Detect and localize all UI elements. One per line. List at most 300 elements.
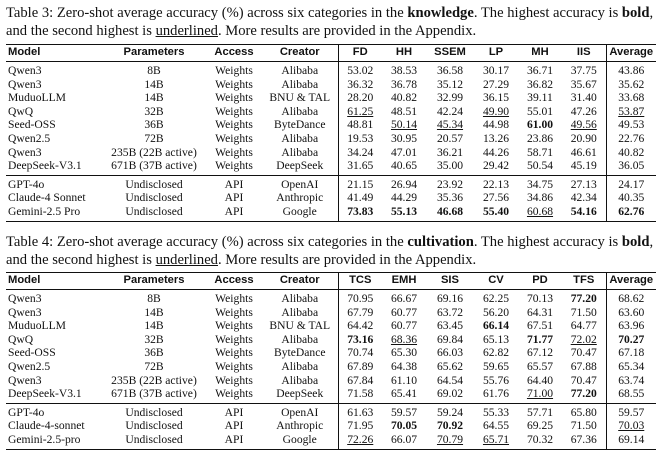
score-value: 62.76 <box>618 204 645 218</box>
score-cell <box>518 290 562 306</box>
score-cell <box>426 91 474 105</box>
table4-header-pd: PD <box>518 273 562 290</box>
table3-caption-prefix: Table 3: Zero-shot average accuracy (%) across six categories in the <box>6 5 408 21</box>
creator: Alibaba <box>262 306 338 320</box>
table3-header-creator: Creator <box>262 45 338 62</box>
model-name: MuduoLLM <box>8 319 66 333</box>
score-value: 67.36 <box>570 432 597 446</box>
parameters: 671B (37B active) <box>111 387 197 401</box>
table3-caption-suffix: . More results are provided in the Appendix. <box>217 23 477 40</box>
table-row <box>6 360 656 374</box>
table-row <box>6 205 656 221</box>
model-name: Claude-4 Sonnet <box>8 191 86 205</box>
score-cell <box>338 105 382 119</box>
score-cell <box>518 159 562 175</box>
score-value: 33.68 <box>618 91 645 105</box>
parameters: Undisclosed <box>125 191 183 205</box>
score-cell <box>338 346 382 360</box>
table4-header-cv: CV <box>474 273 518 290</box>
score-cell <box>474 132 518 146</box>
score-value: 65.62 <box>436 359 464 373</box>
table4 <box>6 272 656 450</box>
table4-caption-suffix: . More results are provided in the Appendix. <box>217 252 477 269</box>
creator: Alibaba <box>262 146 338 160</box>
table-row <box>6 62 656 78</box>
score-value: 63.74 <box>618 373 645 387</box>
score-value: 55.76 <box>482 373 510 387</box>
score-value: 64.55 <box>482 419 510 433</box>
score-cell <box>382 205 426 221</box>
parameters: 72B <box>144 359 164 373</box>
model-name: DeepSeek-V3.1 <box>8 159 82 173</box>
score-cell <box>606 159 656 175</box>
score-cell <box>606 118 656 132</box>
table3-header-lp: LP <box>474 45 518 62</box>
table-row <box>6 346 656 360</box>
score-cell <box>474 62 518 78</box>
creator: Anthropic <box>262 419 338 433</box>
score-value: 37.75 <box>570 64 597 77</box>
score-value: 27.29 <box>482 77 510 91</box>
score-cell <box>382 146 426 160</box>
score-value: 67.84 <box>347 373 374 387</box>
score-value: 61.10 <box>390 373 418 387</box>
score-cell <box>426 159 474 175</box>
score-cell <box>338 419 382 433</box>
score-cell <box>426 62 474 78</box>
score-cell <box>338 118 382 132</box>
score-cell <box>426 419 474 433</box>
score-value: 20.90 <box>570 131 597 145</box>
model-name: QwQ <box>8 332 34 346</box>
score-value: 63.60 <box>618 305 645 319</box>
score-value: 44.98 <box>482 118 510 132</box>
table4-caption-mid1: . The highest accuracy is <box>473 234 622 250</box>
score-value: 61.25 <box>347 104 374 118</box>
score-value: 65.13 <box>482 332 510 346</box>
score-cell <box>474 387 518 403</box>
score-value: 68.36 <box>390 332 418 346</box>
score-value: 36.05 <box>618 159 645 173</box>
score-cell <box>382 319 426 333</box>
score-cell <box>518 191 562 205</box>
score-cell <box>474 360 518 374</box>
score-value: 40.65 <box>390 159 418 173</box>
score-cell <box>382 62 426 78</box>
score-value: 72.02 <box>570 332 597 346</box>
score-cell <box>474 419 518 433</box>
score-value: 65.34 <box>618 359 645 373</box>
score-cell <box>606 290 656 306</box>
score-cell <box>562 191 606 205</box>
score-value: 23.86 <box>526 131 554 145</box>
score-value: 55.33 <box>482 405 510 419</box>
model-name: QwQ <box>8 104 34 118</box>
score-value: 54.16 <box>570 204 597 218</box>
score-value: 67.79 <box>347 305 374 319</box>
score-cell <box>562 118 606 132</box>
score-cell <box>562 132 606 146</box>
score-cell <box>426 78 474 92</box>
creator: Anthropic <box>262 191 338 205</box>
creator: BNU & TAL <box>262 319 338 333</box>
table4-caption-underline-word: underlined <box>155 252 218 269</box>
creator: OpenAI <box>262 175 338 191</box>
score-cell <box>338 78 382 92</box>
score-value: 40.82 <box>618 145 645 159</box>
score-value: 69.14 <box>618 432 645 446</box>
score-cell <box>426 146 474 160</box>
score-value: 27.13 <box>570 177 597 191</box>
table-row <box>6 175 656 191</box>
table4-header-parameters: Parameters <box>102 273 206 290</box>
parameters: 32B <box>144 104 164 118</box>
parameters: Undisclosed <box>102 433 206 449</box>
score-cell <box>474 146 518 160</box>
table-row <box>6 387 656 403</box>
table-row <box>6 159 656 175</box>
score-cell <box>562 346 606 360</box>
score-cell <box>338 374 382 388</box>
score-cell <box>606 333 656 347</box>
score-value: 28.20 <box>347 91 374 105</box>
score-cell <box>338 387 382 403</box>
score-cell <box>518 419 562 433</box>
table3-header-access: Access <box>206 45 262 62</box>
score-cell <box>518 132 562 146</box>
score-value: 65.57 <box>526 359 554 373</box>
score-value: 35.12 <box>436 77 464 91</box>
model-name: DeepSeek-V3.1 <box>8 387 82 401</box>
score-cell <box>382 159 426 175</box>
table3-caption-mid2: , and the second highest is <box>6 5 654 40</box>
creator: Google <box>262 205 338 221</box>
score-cell <box>426 205 474 221</box>
model-name: Qwen2.5 <box>8 359 51 373</box>
score-value: 36.71 <box>526 64 554 77</box>
score-cell <box>338 159 382 175</box>
score-cell <box>474 159 518 175</box>
model-name: Qwen3 <box>8 305 42 319</box>
score-cell <box>382 360 426 374</box>
model-name: Claude-4-sonnet <box>8 419 85 433</box>
table-row <box>6 374 656 388</box>
score-value: 41.49 <box>347 191 374 205</box>
score-value: 69.16 <box>436 292 464 305</box>
score-value: 70.13 <box>526 292 554 305</box>
score-value: 70.79 <box>436 432 464 446</box>
score-cell <box>474 78 518 92</box>
score-value: 40.35 <box>618 191 645 205</box>
score-value: 43.86 <box>618 64 645 77</box>
score-cell <box>518 319 562 333</box>
access: API <box>224 191 244 205</box>
score-cell <box>338 205 382 221</box>
score-cell <box>562 387 606 403</box>
access: Weights <box>206 62 262 78</box>
score-cell <box>474 306 518 320</box>
score-value: 70.03 <box>618 419 645 433</box>
score-value: 67.89 <box>347 359 374 373</box>
score-value: 77.20 <box>570 292 597 305</box>
score-cell <box>474 105 518 119</box>
creator: DeepSeek <box>262 159 338 175</box>
score-cell <box>426 319 474 333</box>
score-value: 69.84 <box>436 332 464 346</box>
access: Weights <box>215 91 253 105</box>
table-row <box>6 306 656 320</box>
score-cell <box>426 374 474 388</box>
score-value: 49.53 <box>618 118 645 132</box>
score-value: 23.92 <box>436 177 464 191</box>
creator: ByteDance <box>262 118 338 132</box>
table3 <box>6 44 656 222</box>
score-cell <box>518 433 562 449</box>
score-cell <box>562 290 606 306</box>
access: Weights <box>215 131 253 145</box>
table4-header-creator: Creator <box>262 273 338 290</box>
score-value: 70.95 <box>347 292 374 305</box>
score-value: 63.45 <box>436 319 464 333</box>
model-name: Gemini-2.5-pro <box>6 433 102 449</box>
score-value: 22.13 <box>482 177 510 191</box>
parameters: 14B <box>144 77 164 91</box>
score-cell <box>474 403 518 419</box>
model-name: MuduoLLM <box>8 91 66 105</box>
score-value: 40.82 <box>390 91 418 105</box>
model-name: Seed-OSS <box>8 346 56 360</box>
score-cell <box>518 333 562 347</box>
access: Weights <box>215 319 253 333</box>
score-value: 70.27 <box>618 332 645 346</box>
score-value: 26.94 <box>390 177 418 191</box>
table4-caption-prefix: Table 4: Zero-shot average accuracy (%) across six categories in the <box>6 234 408 250</box>
score-cell <box>382 306 426 320</box>
access: Weights <box>215 145 253 159</box>
score-cell <box>338 191 382 205</box>
score-value: 20.57 <box>436 131 464 145</box>
score-value: 48.81 <box>347 118 374 132</box>
score-value: 66.03 <box>436 346 464 360</box>
score-cell <box>426 105 474 119</box>
score-cell <box>562 403 606 419</box>
score-cell <box>562 105 606 119</box>
table3-header-average: Average <box>606 45 656 62</box>
score-cell <box>338 146 382 160</box>
score-value: 38.53 <box>390 64 418 77</box>
score-value: 59.24 <box>436 405 464 419</box>
score-cell <box>606 319 656 333</box>
score-value: 68.62 <box>618 292 645 305</box>
score-value: 24.17 <box>618 177 645 191</box>
score-cell <box>338 433 382 449</box>
table3-header-ssem: SSEM <box>426 45 474 62</box>
score-value: 29.42 <box>482 159 510 173</box>
score-cell <box>338 403 382 419</box>
score-value: 64.54 <box>436 373 464 387</box>
parameters: 72B <box>144 131 164 145</box>
score-cell <box>382 333 426 347</box>
score-value: 19.53 <box>347 131 374 145</box>
score-cell <box>338 62 382 78</box>
score-cell <box>518 403 562 419</box>
score-value: 55.01 <box>526 104 554 118</box>
score-cell <box>518 205 562 221</box>
score-value: 31.65 <box>347 159 374 173</box>
score-cell <box>382 132 426 146</box>
score-value: 71.50 <box>570 419 597 433</box>
score-cell <box>606 205 656 221</box>
parameters: 14B <box>144 305 164 319</box>
parameters: 14B <box>144 319 164 333</box>
access: Weights <box>206 290 262 306</box>
score-cell <box>382 419 426 433</box>
score-value: 34.75 <box>526 177 554 191</box>
score-cell <box>382 105 426 119</box>
score-value: 66.07 <box>390 432 418 446</box>
table4-caption-mid2: , and the second highest is <box>6 234 654 269</box>
score-value: 64.38 <box>390 359 418 373</box>
score-value: 59.57 <box>618 405 645 419</box>
model-name: Qwen3 <box>8 373 42 387</box>
parameters: Undisclosed <box>102 205 206 221</box>
score-cell <box>382 191 426 205</box>
parameters: 8B <box>102 62 206 78</box>
score-cell <box>606 91 656 105</box>
score-cell <box>474 346 518 360</box>
table3-header-parameters: Parameters <box>102 45 206 62</box>
score-value: 36.32 <box>347 77 374 91</box>
model-name: Qwen2.5 <box>8 131 51 145</box>
score-cell <box>606 387 656 403</box>
score-value: 47.01 <box>390 145 418 159</box>
score-value: 21.15 <box>347 177 374 191</box>
access: API <box>224 419 244 433</box>
table3-header-row <box>6 45 656 62</box>
score-value: 36.78 <box>390 77 418 91</box>
score-cell <box>518 306 562 320</box>
score-value: 36.58 <box>436 64 464 77</box>
score-value: 63.72 <box>436 305 464 319</box>
parameters: 8B <box>102 290 206 306</box>
score-cell <box>474 118 518 132</box>
score-value: 45.34 <box>436 118 464 132</box>
score-value: 77.20 <box>570 387 597 401</box>
parameters: Undisclosed <box>125 419 183 433</box>
score-value: 59.57 <box>390 405 418 419</box>
score-cell <box>518 91 562 105</box>
score-cell <box>382 403 426 419</box>
score-cell <box>474 290 518 306</box>
access: API <box>206 403 262 419</box>
score-value: 66.67 <box>390 292 418 305</box>
access: Weights <box>215 159 253 173</box>
table-row <box>6 132 656 146</box>
score-cell <box>606 346 656 360</box>
score-value: 49.90 <box>482 104 510 118</box>
score-value: 62.82 <box>482 346 510 360</box>
score-cell <box>426 433 474 449</box>
score-cell <box>338 91 382 105</box>
score-cell <box>426 360 474 374</box>
score-value: 67.88 <box>570 359 597 373</box>
table-row <box>6 319 656 333</box>
score-cell <box>426 403 474 419</box>
score-cell <box>562 146 606 160</box>
score-value: 65.30 <box>390 346 418 360</box>
score-cell <box>562 175 606 191</box>
table-row <box>6 118 656 132</box>
score-cell <box>606 403 656 419</box>
score-cell <box>474 374 518 388</box>
table4-caption-keyword: cultivation <box>407 234 474 250</box>
score-value: 42.24 <box>436 104 464 118</box>
score-cell <box>338 290 382 306</box>
score-value: 63.96 <box>618 319 645 333</box>
score-value: 70.05 <box>390 419 418 433</box>
parameters: Undisclosed <box>102 403 206 419</box>
score-value: 34.86 <box>526 191 554 205</box>
score-value: 57.71 <box>526 405 554 419</box>
score-value: 46.61 <box>570 145 597 159</box>
score-cell <box>474 319 518 333</box>
score-value: 61.00 <box>526 118 554 132</box>
score-cell <box>562 360 606 374</box>
score-cell <box>518 78 562 92</box>
score-cell <box>338 132 382 146</box>
score-value: 64.42 <box>347 319 374 333</box>
score-cell <box>606 175 656 191</box>
score-cell <box>562 419 606 433</box>
creator: Alibaba <box>262 360 338 374</box>
score-value: 62.25 <box>482 292 510 305</box>
table4-header-sis: SIS <box>426 273 474 290</box>
score-cell <box>382 78 426 92</box>
model-name: Qwen3 <box>8 77 42 91</box>
score-value: 65.80 <box>570 405 597 419</box>
score-cell <box>474 433 518 449</box>
score-value: 70.92 <box>436 419 464 433</box>
score-cell <box>562 433 606 449</box>
score-cell <box>382 290 426 306</box>
score-cell <box>426 118 474 132</box>
score-value: 13.26 <box>482 131 510 145</box>
creator: Alibaba <box>262 132 338 146</box>
score-value: 36.82 <box>526 77 554 91</box>
score-cell <box>426 132 474 146</box>
score-value: 50.14 <box>390 118 418 132</box>
score-value: 60.77 <box>390 305 418 319</box>
model-name: Qwen3 <box>6 62 102 78</box>
creator: Alibaba <box>262 78 338 92</box>
score-cell <box>606 146 656 160</box>
table-row <box>6 146 656 160</box>
score-value: 35.67 <box>570 77 597 91</box>
score-value: 35.62 <box>618 77 645 91</box>
score-value: 71.77 <box>526 332 554 346</box>
parameters: 36B <box>144 346 164 360</box>
score-cell <box>382 91 426 105</box>
score-value: 67.51 <box>526 319 554 333</box>
score-cell <box>426 290 474 306</box>
score-value: 67.12 <box>526 346 554 360</box>
score-cell <box>606 78 656 92</box>
score-cell <box>474 191 518 205</box>
score-value: 71.50 <box>570 305 597 319</box>
score-cell <box>474 91 518 105</box>
score-value: 60.68 <box>526 204 554 218</box>
access: Weights <box>215 346 253 360</box>
